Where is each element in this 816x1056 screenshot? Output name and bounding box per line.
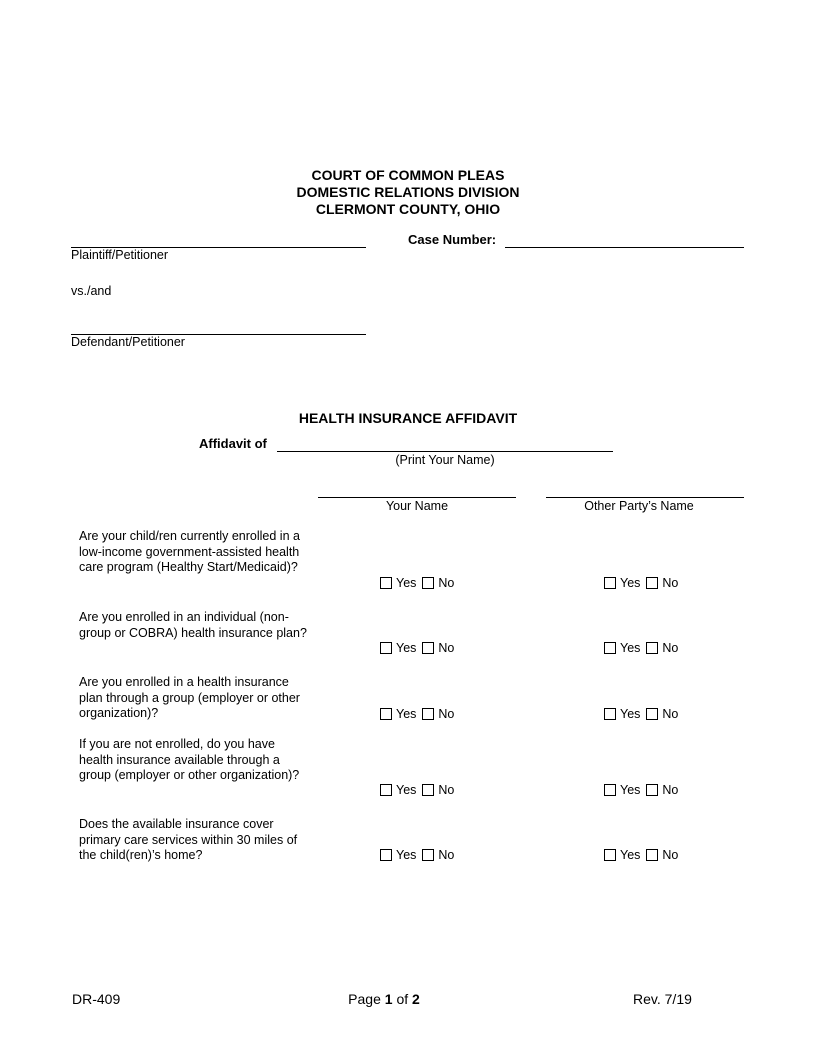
page-total: 2 [412, 991, 420, 1007]
no-label: No [438, 641, 455, 655]
court-name: COURT OF COMMON PLEAS [311, 167, 505, 183]
no-label: No [662, 783, 679, 797]
no-label: No [662, 707, 679, 721]
question-4: If you are not enrolled, do you have health insurance available through a group (employer or other organization)? [79, 737, 300, 782]
q4-your-no-checkbox[interactable] [422, 784, 434, 796]
q4-other-no-checkbox[interactable] [646, 784, 658, 796]
q3-your-yes-checkbox[interactable] [380, 708, 392, 720]
yes-label: Yes [620, 641, 641, 655]
question-1: Are your child/ren currently enrolled in a low-income government-assisted health care program (Healthy Start/Medicaid)? [79, 529, 300, 574]
yes-label: Yes [396, 576, 417, 590]
case-number-label: Case Number: [408, 232, 497, 247]
col-your-name: Your Name [385, 499, 449, 513]
no-label: No [438, 783, 455, 797]
yes-label: Yes [396, 848, 417, 862]
question-2: Are you enrolled in an individual (non-group or COBRA) health insurance plan? [79, 610, 307, 640]
q2-other-yes-checkbox[interactable] [604, 642, 616, 654]
yes-label: Yes [396, 641, 417, 655]
defendant-label: Defendant/Petitioner [71, 335, 185, 349]
q5-your-answer [380, 847, 454, 863]
yes-label: Yes [620, 707, 641, 721]
q5-other-no-checkbox[interactable] [646, 849, 658, 861]
q1-your-no-checkbox[interactable] [422, 577, 434, 589]
yes-label: Yes [396, 783, 417, 797]
question-3: Are you enrolled in a health insurance plan through a group (employer or other organization)? [79, 675, 300, 720]
q3-other-answer [604, 706, 678, 722]
affiant-name-line[interactable] [277, 451, 613, 452]
yes-label: Yes [620, 576, 641, 590]
yes-label: Yes [620, 783, 641, 797]
page-of: of [396, 991, 409, 1007]
question-5: Does the available insurance cover primary care services within 30 miles of the child(ren)’s home? [79, 817, 298, 862]
q5-other-answer [604, 847, 678, 863]
vs-label: vs./and [71, 284, 112, 298]
yes-label: Yes [620, 848, 641, 862]
affidavit-of-label: Affidavit of [199, 436, 267, 451]
q3-other-yes-checkbox[interactable] [604, 708, 616, 720]
yes-label: Yes [396, 707, 417, 721]
print-name-hint: (Print Your Name) [395, 453, 495, 467]
court-division: DOMESTIC RELATIONS DIVISION [296, 184, 520, 200]
q4-your-answer [380, 782, 454, 798]
q3-other-no-checkbox[interactable] [646, 708, 658, 720]
q1-other-no-checkbox[interactable] [646, 577, 658, 589]
q2-your-no-checkbox[interactable] [422, 642, 434, 654]
col-other-party: Other Party’s Name [584, 499, 694, 513]
q5-your-yes-checkbox[interactable] [380, 849, 392, 861]
q2-other-answer [604, 640, 678, 656]
q2-your-answer [380, 640, 454, 656]
no-label: No [662, 848, 679, 862]
no-label: No [438, 848, 455, 862]
q2-other-no-checkbox[interactable] [646, 642, 658, 654]
no-label: No [662, 576, 679, 590]
form-title: HEALTH INSURANCE AFFIDAVIT [298, 410, 518, 426]
q5-other-yes-checkbox[interactable] [604, 849, 616, 861]
q1-other-yes-checkbox[interactable] [604, 577, 616, 589]
q2-your-yes-checkbox[interactable] [380, 642, 392, 654]
revision: Rev. 7/19 [633, 991, 692, 1007]
plaintiff-label: Plaintiff/Petitioner [71, 248, 169, 262]
q5-your-no-checkbox[interactable] [422, 849, 434, 861]
your-name-line[interactable] [318, 497, 516, 498]
q4-your-yes-checkbox[interactable] [380, 784, 392, 796]
court-county: CLERMONT COUNTY, OHIO [315, 201, 501, 217]
form-number: DR-409 [72, 991, 121, 1007]
q1-your-yes-checkbox[interactable] [380, 577, 392, 589]
other-party-name-line[interactable] [546, 497, 744, 498]
q1-your-answer [380, 575, 454, 591]
q1-other-answer [604, 575, 678, 591]
q4-other-answer [604, 782, 678, 798]
no-label: No [662, 641, 679, 655]
page-prefix: Page [348, 991, 381, 1007]
no-label: No [438, 576, 455, 590]
q3-your-answer [380, 706, 454, 722]
case-number-line[interactable] [505, 247, 744, 248]
page-current: 1 [384, 991, 393, 1007]
q4-other-yes-checkbox[interactable] [604, 784, 616, 796]
q3-your-no-checkbox[interactable] [422, 708, 434, 720]
no-label: No [438, 707, 455, 721]
